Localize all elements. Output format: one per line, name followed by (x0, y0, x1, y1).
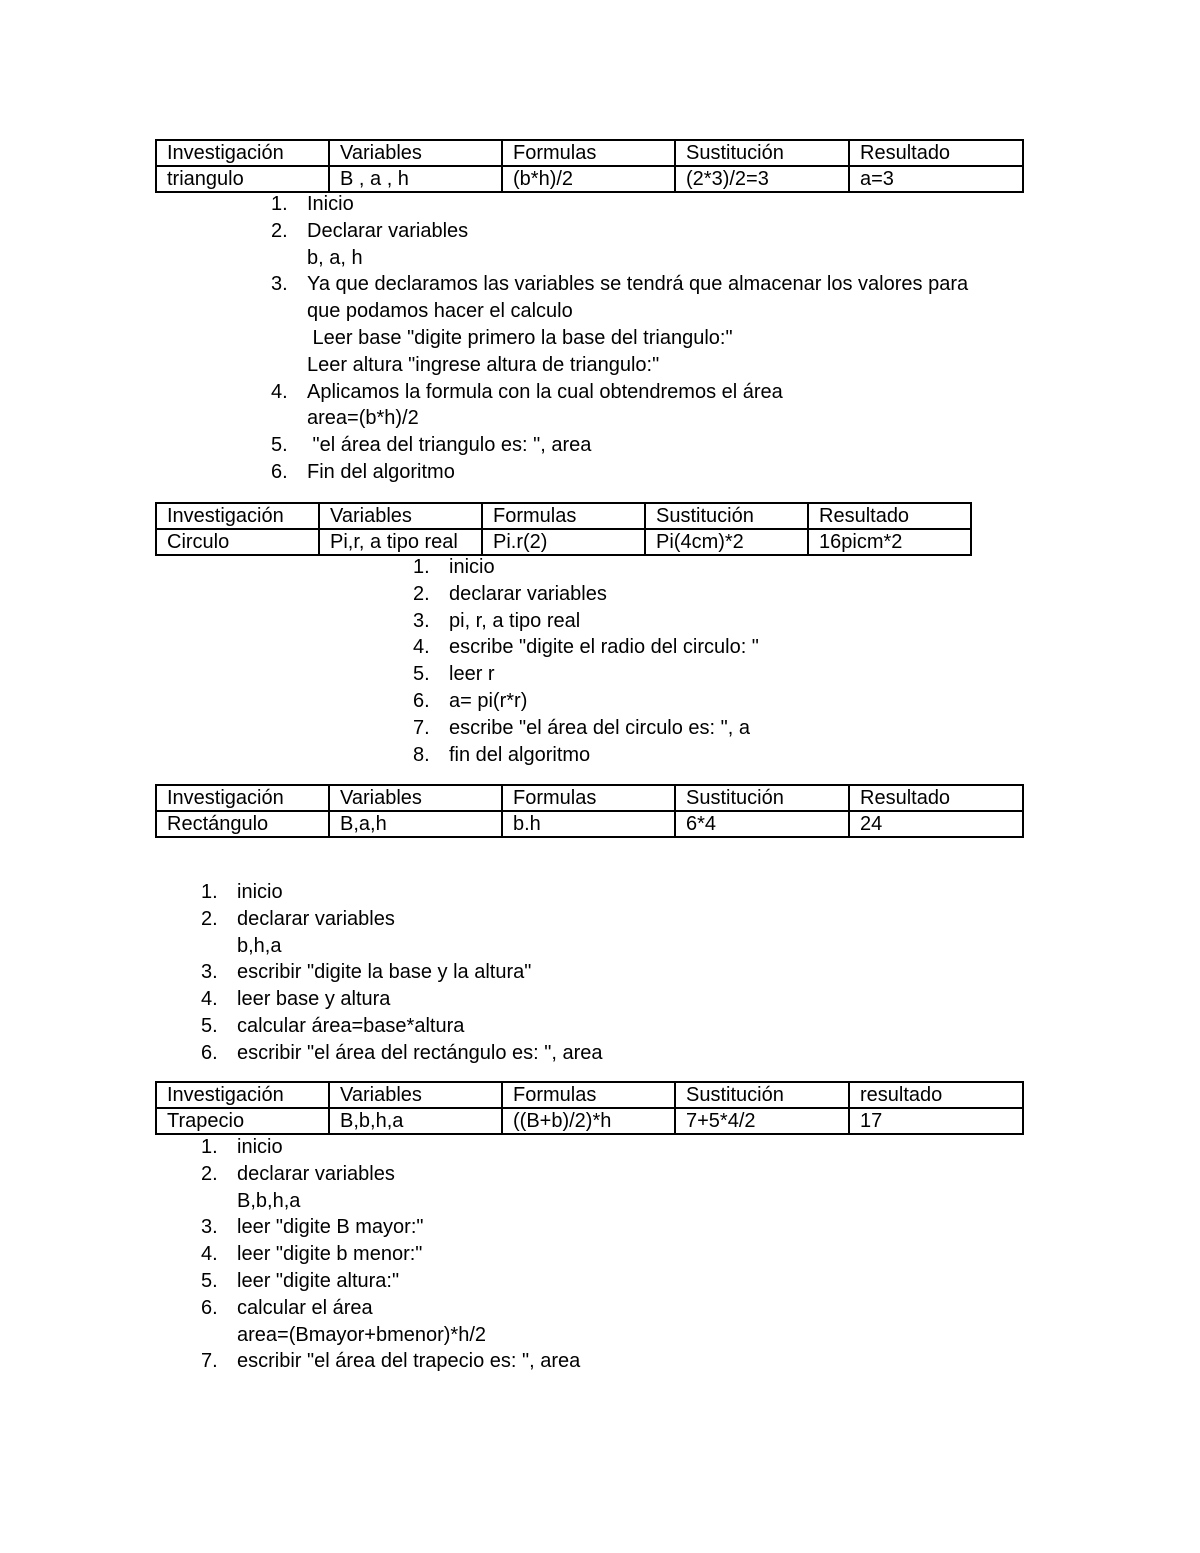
list-item: 3. leer "digite B mayor:" (201, 1216, 424, 1239)
table-cell: (2*3)/2=3 (675, 166, 849, 192)
table-cell: B , a , h (329, 166, 502, 192)
trapezoid-steps (201, 1134, 580, 1375)
header-cell: Formulas (502, 785, 675, 811)
table-cell: Rectángulo (156, 811, 329, 837)
list-item: 4. Aplicamos la formula con la cual obtendremos el área area=(b*h)/2 (271, 380, 783, 430)
header-cell: Sustitución (645, 503, 808, 529)
list-item: 6. calcular el área area=(Bmayor+bmenor)*h/2 (201, 1296, 487, 1346)
header-cell: Resultado (849, 785, 1023, 811)
table-cell: Circulo (156, 529, 319, 555)
list-item: 5. "el área del triangulo es: ", area (271, 434, 592, 457)
table-cell: Trapecio (156, 1108, 329, 1134)
table-row (156, 166, 1023, 192)
header-cell: Variables (329, 1082, 502, 1108)
triangle-steps (271, 191, 968, 486)
rectangle-steps (201, 879, 603, 1067)
header-cell: Formulas (502, 140, 675, 166)
list-item: 1. inicio (413, 556, 495, 578)
list-item: 6. a= pi(r*r) (413, 689, 528, 712)
table-header-row (156, 1082, 1023, 1108)
list-item: 5. calcular área=base*altura (201, 1014, 465, 1037)
header-cell: Resultado (808, 503, 971, 529)
table-row (156, 529, 971, 555)
table-cell: 17 (849, 1108, 1023, 1134)
table-header-row (156, 140, 1023, 166)
header-cell: Investigación (156, 503, 319, 529)
rectangle-table (155, 784, 1024, 838)
list-item: 1. inicio (201, 881, 283, 903)
triangle-table (155, 139, 1024, 193)
header-cell: Formulas (482, 503, 645, 529)
table-cell: Pi(4cm)*2 (645, 529, 808, 555)
list-item: 4. leer "digite b menor:" (201, 1243, 423, 1266)
table-cell: B,b,h,a (329, 1108, 502, 1134)
table-cell: a=3 (849, 166, 1023, 192)
list-item: 2. declarar variables B,b,h,a (201, 1162, 395, 1212)
table-cell: b.h (502, 811, 675, 837)
header-cell: Variables (319, 503, 482, 529)
table-cell: triangulo (156, 166, 329, 192)
table-cell: ((B+b)/2)*h (502, 1108, 675, 1134)
table-cell: 6*4 (675, 811, 849, 837)
header-cell: Sustitución (675, 140, 849, 166)
header-cell: Resultado (849, 140, 1023, 166)
header-cell: Variables (329, 140, 502, 166)
list-item: 3. pi, r, a tipo real (413, 609, 581, 632)
list-item: 4. escribe "digite el radio del circulo: " (413, 636, 759, 659)
list-item: 6. escribir "el área del rectángulo es: ", area (201, 1041, 603, 1064)
table-cell: Pi,r, a tipo real (319, 529, 482, 555)
header-cell: Investigación (156, 785, 329, 811)
list-item: 3. escribir "digite la base y la altura" (201, 961, 532, 984)
table-cell: Pi.r(2) (482, 529, 645, 555)
table-header-row (156, 785, 1023, 811)
table-row (156, 1108, 1023, 1134)
header-cell: Sustitución (675, 1082, 849, 1108)
circle-steps (413, 554, 759, 768)
list-item: 1. Inicio (271, 193, 354, 215)
list-item: 6. Fin del algoritmo (271, 460, 455, 483)
list-item: 1. inicio (201, 1136, 283, 1158)
header-cell: Formulas (502, 1082, 675, 1108)
list-item: 7. escribe "el área del circulo es: ", a (413, 716, 751, 739)
list-item: 3. Ya que declaramos las variables se tendrá que almacenar los valores para que podamos hacer el calculo Leer base "digite primero la base del triangulo:" Leer altura "ingrese altura de triangulo:" (271, 273, 969, 376)
table-cell: 7+5*4/2 (675, 1108, 849, 1134)
table-cell: 24 (849, 811, 1023, 837)
table-header-row (156, 503, 971, 529)
table-cell: 16picm*2 (808, 529, 971, 555)
list-item: 5. leer "digite altura:" (201, 1269, 400, 1292)
list-item: 4. leer base y altura (201, 988, 391, 1011)
list-item: 2. declarar variables b,h,a (201, 907, 395, 957)
header-cell: resultado (849, 1082, 1023, 1108)
circle-table (155, 502, 972, 556)
trapezoid-table (155, 1081, 1024, 1135)
header-cell: Sustitución (675, 785, 849, 811)
list-item: 8. fin del algoritmo (413, 743, 591, 766)
list-item: 2. declarar variables (413, 582, 607, 605)
table-row (156, 811, 1023, 837)
table-cell: (b*h)/2 (502, 166, 675, 192)
header-cell: Investigación (156, 1082, 329, 1108)
list-item: 2. Declarar variables b, a, h (271, 219, 469, 269)
header-cell: Variables (329, 785, 502, 811)
header-cell: Investigación (156, 140, 329, 166)
table-cell: B,a,h (329, 811, 502, 837)
list-item: 7. escribir "el área del trapecio es: ", area (201, 1350, 581, 1373)
list-item: 5. leer r (413, 663, 495, 686)
